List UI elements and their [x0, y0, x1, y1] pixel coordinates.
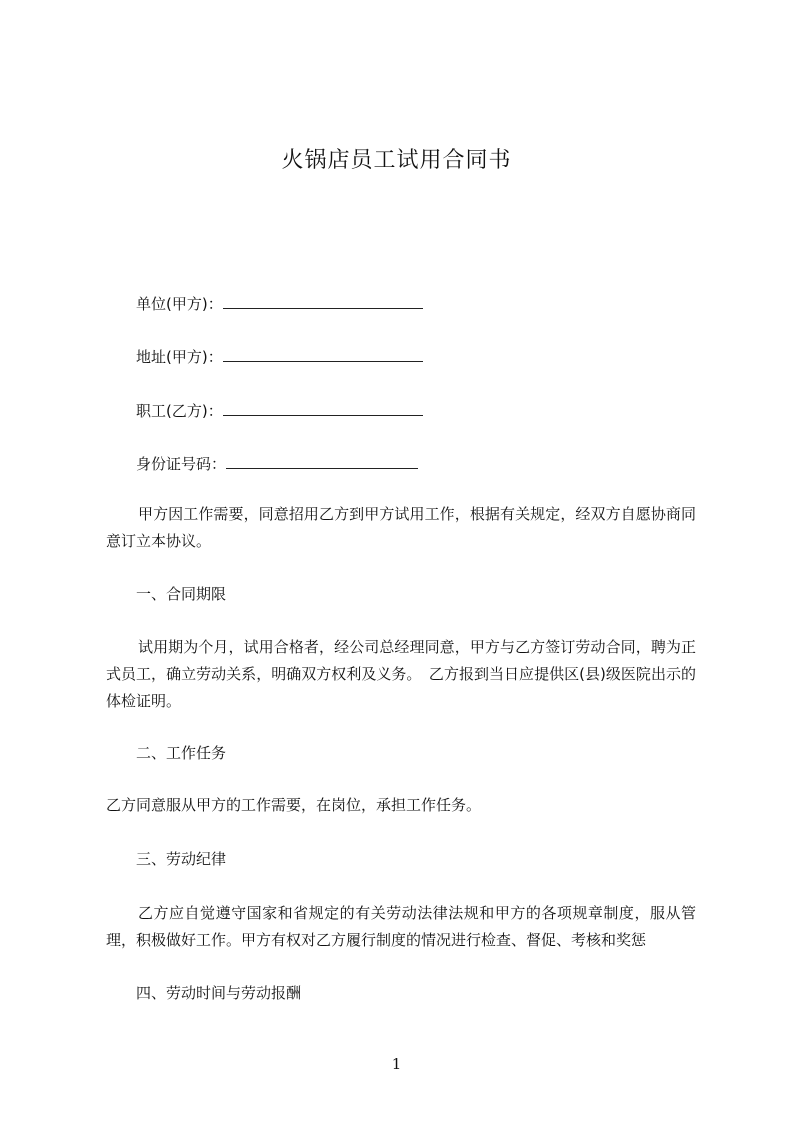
page-number: 1: [391, 1055, 402, 1073]
field-employer-address: [136, 345, 423, 367]
section-body-discipline: 乙方应自觉遵守国家和省规定的有关劳动法律法规和甲方的各项规章制度，服从管理，积极做好工作。甲方有权对乙方履行制度的情况进行检查、督促、考核和奖惩: [106, 904, 696, 949]
section-heading-tasks: 二、工作任务: [136, 744, 227, 762]
field-label: 地址(甲方)：: [136, 348, 223, 366]
field-label: 身份证号码：: [136, 455, 227, 473]
section-heading-discipline: 三、劳动纪律: [136, 850, 227, 868]
section-heading-term: 一、合同期限: [136, 585, 227, 603]
field-label: 职工(乙方)：: [136, 402, 223, 420]
intro-paragraph: 甲方因工作需要，同意招用乙方到甲方试用工作，根据有关规定，经双方自愿协商同意订立本协议。: [106, 505, 696, 550]
fill-in-blank: [223, 399, 423, 416]
field-id-number: [136, 452, 418, 474]
fill-in-blank: [223, 292, 423, 309]
field-label: 单位(甲方)：: [136, 295, 223, 313]
fill-in-blank: [226, 452, 418, 469]
section-heading-hours-pay: 四、劳动时间与劳动报酬: [136, 984, 302, 1002]
fill-in-blank: [223, 345, 423, 362]
section-body-term: 试用期为个月，试用合格者，经公司总经理同意，甲方与乙方签订劳动合同，聘为正式员工，确立劳动关系，明确双方权利及义务。 乙方报到当日应提供区(县)级医院出示的体检证明。: [106, 638, 696, 710]
field-employer-unit: [136, 292, 423, 314]
field-employee-name: [136, 399, 423, 421]
document-title: 火锅店员工试用合同书: [281, 148, 512, 173]
section-body-tasks: 乙方同意服从甲方的工作需要，在岗位，承担工作任务。: [106, 796, 482, 814]
